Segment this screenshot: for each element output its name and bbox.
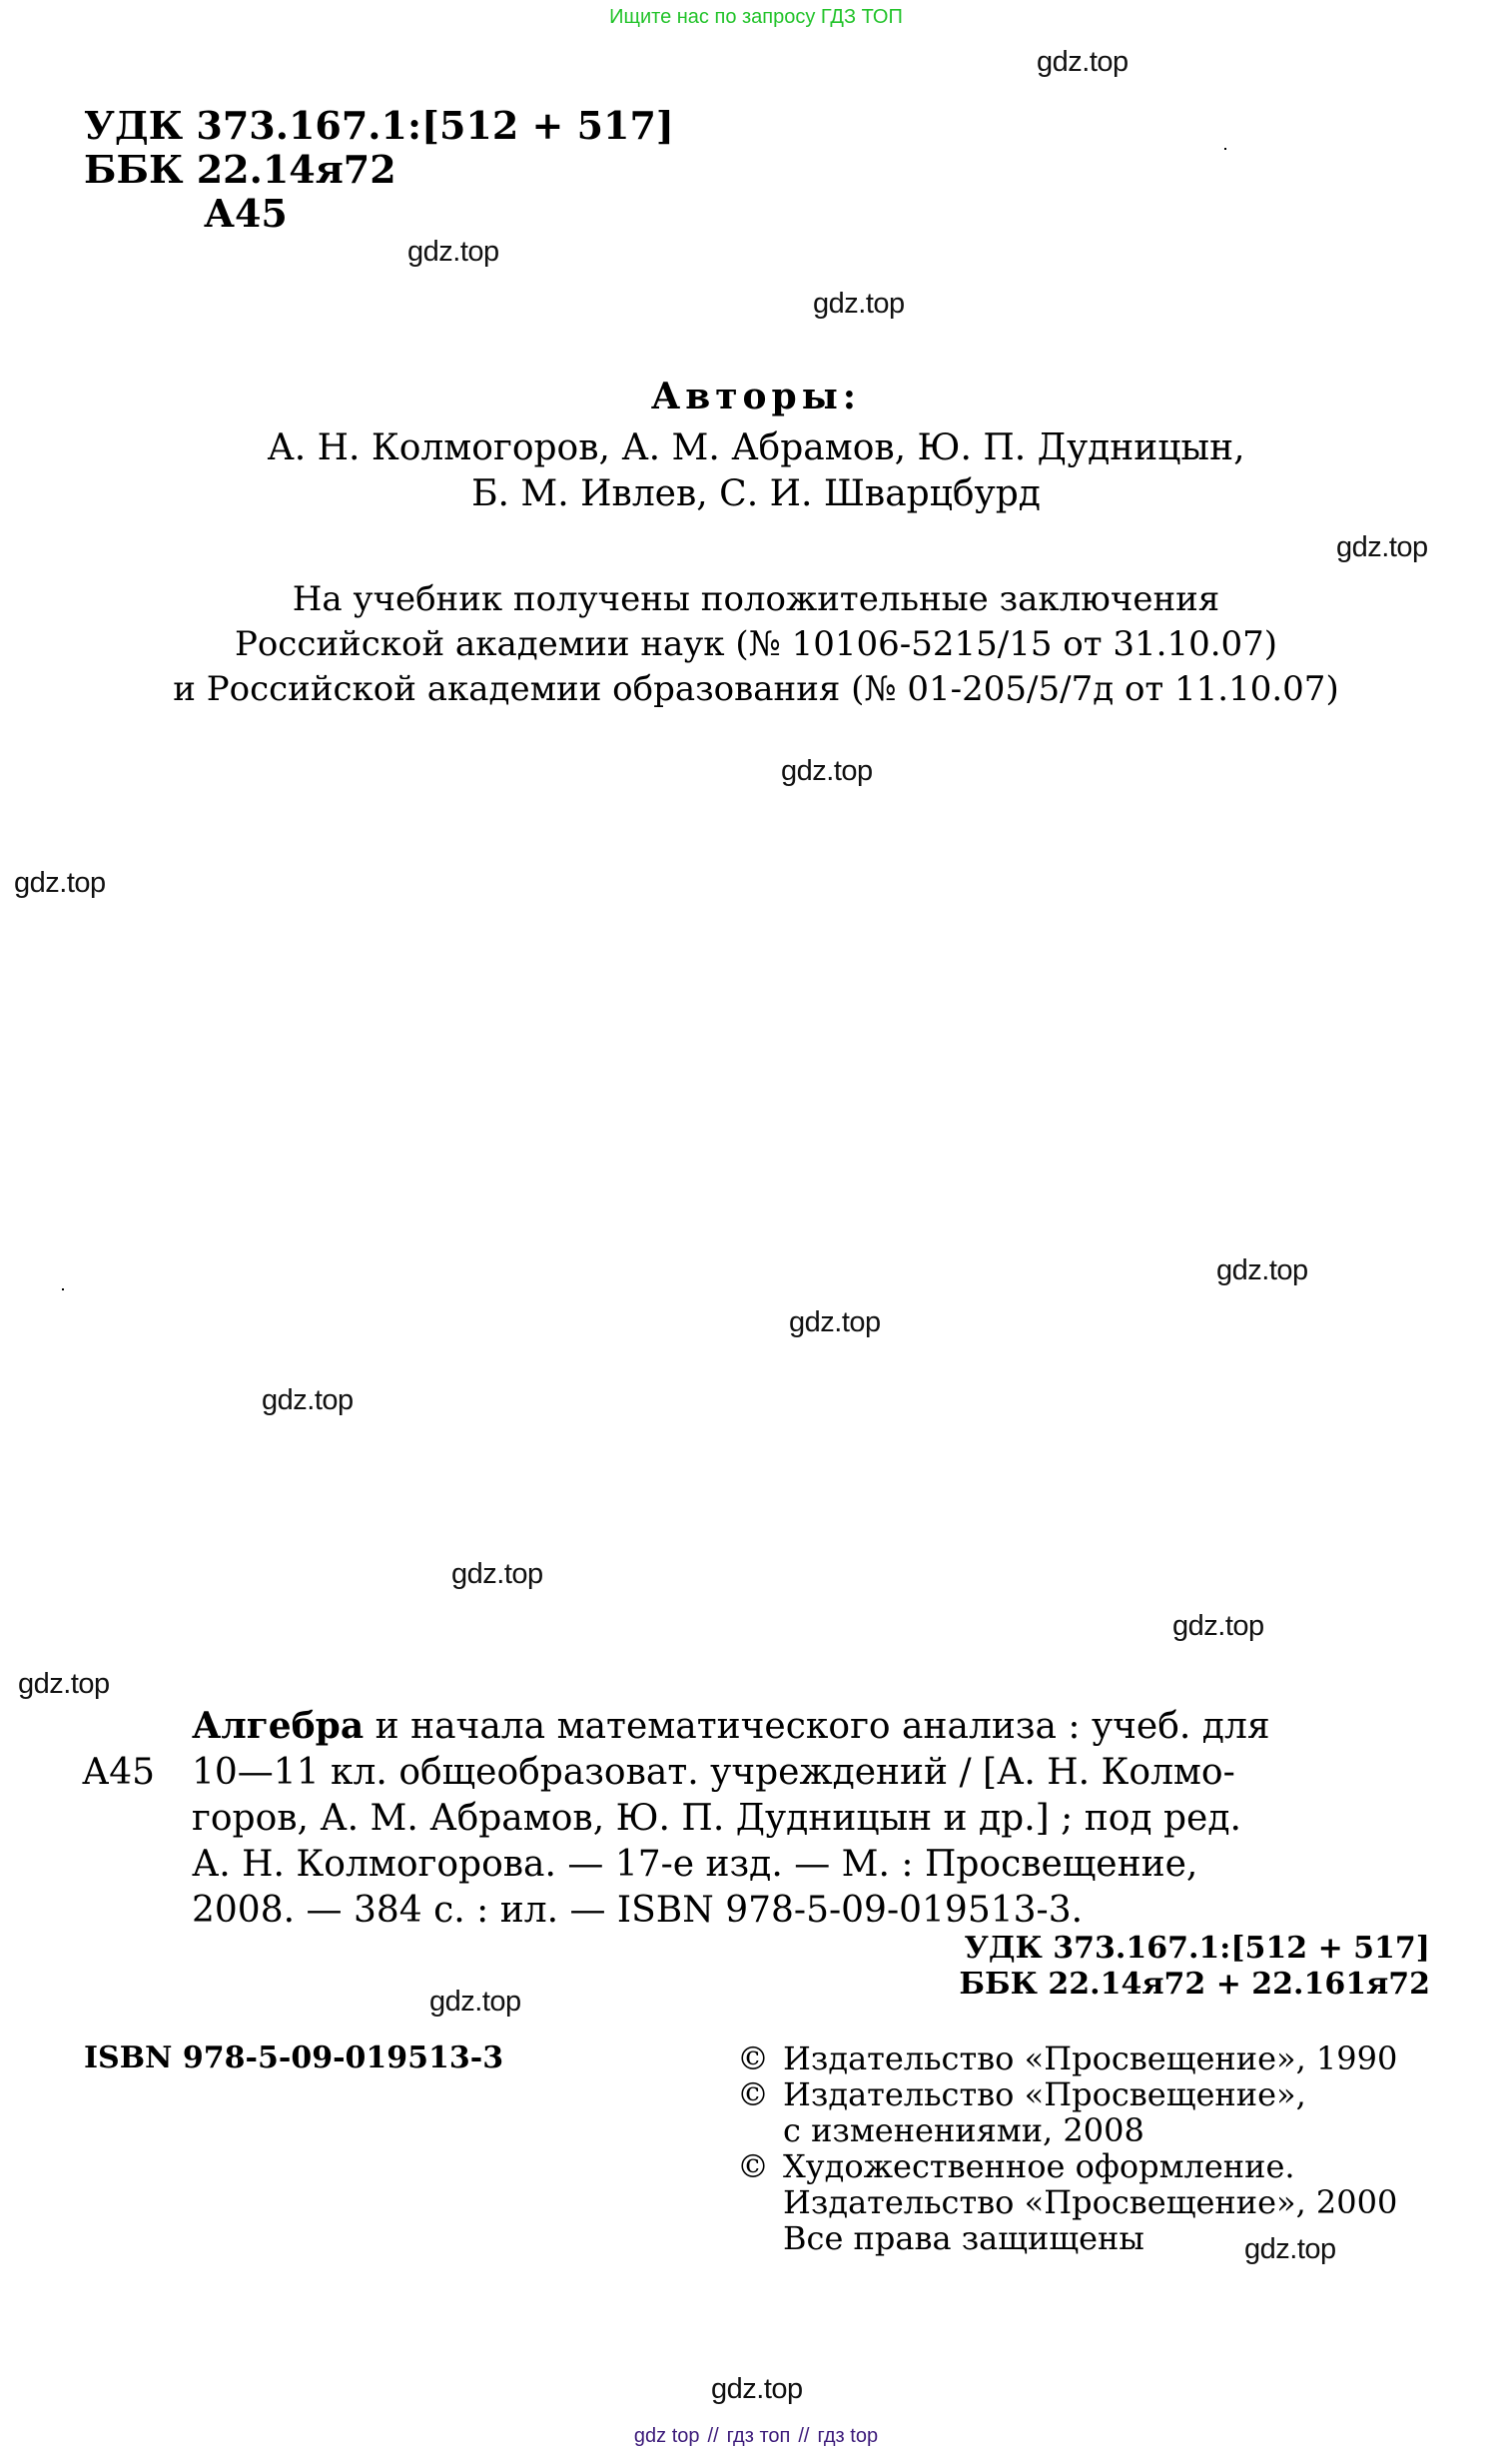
watermark: gdz.top	[1216, 1254, 1308, 1286]
copyright-icon: ©	[737, 2040, 769, 2077]
authors-list	[0, 425, 1512, 517]
footer-links	[0, 2425, 1512, 2448]
biblio-classification-codes	[959, 1931, 1430, 2003]
footer-separator: //	[707, 2425, 719, 2447]
classification-codes	[84, 104, 674, 236]
watermark: gdz.top	[1172, 1610, 1264, 1642]
biblio-author-mark: А45	[82, 1752, 156, 1793]
rights-reserved: Все права защищены	[783, 2219, 1144, 2257]
biblio-line-4: А. Н. Колмогорова. — 17-е изд. — М. : Просвещение,	[192, 1844, 1198, 1885]
copyright-icon: ©	[737, 2075, 769, 2113]
watermark: gdz.top	[451, 1558, 543, 1590]
footer-separator: //	[798, 2425, 810, 2447]
authors-heading: Авторы:	[650, 376, 862, 417]
biblio-line-1	[82, 1703, 1430, 1750]
watermark: gdz.top	[789, 1306, 881, 1338]
udk-code: УДК 373.167.1:[512 + 517]	[84, 103, 674, 148]
watermark: gdz.top	[262, 1384, 354, 1416]
scan-speck	[62, 1288, 64, 1290]
watermark: gdz.top	[429, 1986, 521, 2018]
footer-link-gdz-top-mixed[interactable]: гдз top	[817, 2425, 879, 2447]
watermark: gdz.top	[1244, 2233, 1336, 2265]
authors-line-1: А. Н. Колмогоров, А. М. Абрамов, Ю. П. Дудницын,	[267, 427, 1245, 468]
watermark: gdz.top	[14, 867, 106, 899]
approval-line-1: На учебник получены положительные заключения	[292, 579, 1220, 619]
book-subtitle: и начала математического анализа : учеб. для	[364, 1706, 1270, 1747]
watermark: gdz.top	[781, 755, 873, 787]
biblio-line-5: 2008. — 384 с. : ил. — ISBN 978-5-09-019513-3.	[192, 1890, 1084, 1931]
watermark: gdz.top	[407, 236, 499, 268]
approval-statement	[0, 577, 1512, 712]
watermark: gdz.top	[813, 288, 905, 320]
biblio-line-3: горов, А. М. Абрамов, Ю. П. Дудницын и др.] ; под ред.	[192, 1798, 1241, 1839]
watermark: gdz.top	[711, 2373, 803, 2405]
footer-link-gdz-top[interactable]: gdz top	[633, 2425, 700, 2447]
biblio-bbk: ББК 22.14я72 + 22.161я72	[959, 1967, 1430, 2002]
approval-line-3: и Российской академии образования (№ 01-205/5/7д от 11.10.07)	[173, 669, 1339, 709]
copyright-entry-3-cont: Издательство «Просвещение», 2000	[783, 2183, 1398, 2221]
copyright-entry-1: © Издательство «Просвещение», 1990	[737, 2040, 1398, 2077]
bbk-code: ББК 22.14я72	[84, 147, 396, 192]
copyright-entry-3: © Художественное оформление.	[737, 2147, 1295, 2185]
author-mark: А45	[204, 191, 288, 236]
footer-link-gdz-top-ru[interactable]: гдз топ	[726, 2425, 791, 2447]
watermark: gdz.top	[1037, 46, 1129, 78]
copyright-block	[737, 2041, 1397, 2256]
top-banner: Ищите нас по запросу ГДЗ ТОП	[609, 6, 903, 28]
copyright-entry-2: © Издательство «Просвещение»,	[737, 2075, 1306, 2113]
scan-speck	[1224, 148, 1226, 150]
copyright-icon: ©	[737, 2147, 769, 2185]
watermark: gdz.top	[1336, 531, 1428, 563]
book-title: Алгебра	[192, 1705, 365, 1747]
copyright-entry-2-cont: с изменениями, 2008	[783, 2111, 1144, 2149]
approval-line-2: Российской академии наук (№ 10106-5215/15 от 31.10.07)	[234, 624, 1278, 664]
biblio-line-2: А45 10—11 кл. общеобразоват. учреждений / [А. Н. Колмо-	[82, 1750, 1430, 1796]
isbn: ISBN 978-5-09-019513-3	[84, 2041, 504, 2075]
authors-line-2: Б. М. Ивлев, С. И. Шварцбурд	[471, 473, 1041, 514]
biblio-udk: УДК 373.167.1:[512 + 517]	[964, 1931, 1430, 1966]
bibliographic-record	[82, 1703, 1430, 1934]
watermark: gdz.top	[18, 1668, 110, 1700]
